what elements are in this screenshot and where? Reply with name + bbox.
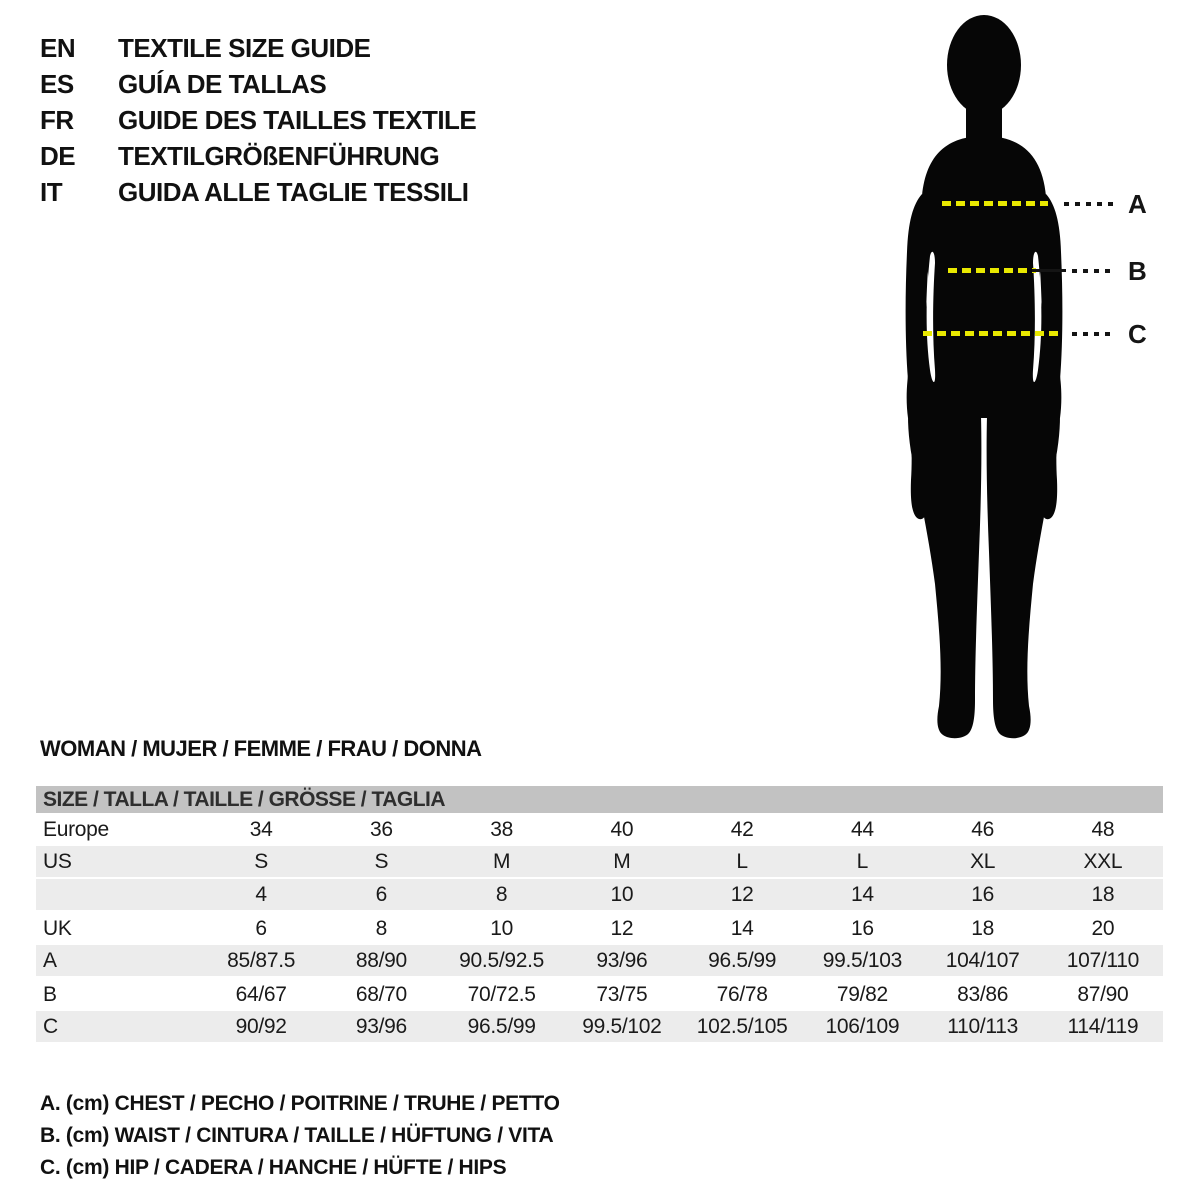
table-cell: S	[254, 849, 268, 873]
table-cell: 12	[610, 916, 634, 940]
marker-c-label: C	[1128, 319, 1147, 349]
table-cell: 73/75	[596, 982, 648, 1006]
table-cell: 48	[1091, 817, 1115, 841]
marker-a-label: A	[1128, 189, 1147, 219]
table-cell: 18	[971, 916, 994, 940]
language-list	[40, 30, 476, 210]
table-cell: 68/70	[355, 982, 407, 1006]
size-table-header: SIZE / TALLA / TAILLE / GRÖSSE / TAGLIA	[36, 786, 1163, 813]
table-cell: 99.5/103	[822, 948, 903, 972]
language-code: DE	[40, 140, 76, 171]
table-cell: 20	[1091, 916, 1115, 940]
language-row	[40, 138, 476, 174]
legend-line: C. (cm) HIP / CADERA / HANCHE / HÜFTE / HIPS	[40, 1156, 507, 1179]
row-label: Europe	[43, 817, 109, 841]
table-cell: 107/110	[1066, 948, 1139, 972]
table-cell: M	[613, 849, 631, 873]
waist-measure-line	[948, 268, 1036, 273]
language-label: GUIDA ALLE TAGLIE TESSILI	[118, 176, 469, 207]
table-cell: 6	[375, 882, 388, 906]
table-cell: XL	[970, 849, 996, 873]
chest-measure-line	[942, 201, 1048, 206]
table-cell: 96.5/99	[467, 1014, 536, 1038]
table-cell: 38	[490, 817, 513, 841]
table-cell: 88/90	[355, 948, 407, 972]
table-cell: S	[374, 849, 389, 873]
table-row	[36, 813, 1163, 846]
table-cell: 8	[375, 916, 388, 940]
row-label: A	[43, 948, 57, 972]
table-cell: 70/72.5	[467, 982, 536, 1006]
table-cell: 10	[610, 882, 634, 906]
table-cell: 76/78	[716, 982, 768, 1006]
table-row	[36, 879, 1163, 912]
size-table-body	[36, 813, 1163, 1044]
measurement-figure	[880, 8, 1200, 748]
language-label: TEXTILGRÖßENFÜHRUNG	[118, 140, 440, 171]
table-cell: 83/86	[957, 982, 1009, 1006]
language-row	[40, 102, 476, 138]
language-code: IT	[40, 176, 63, 207]
table-row	[36, 912, 1163, 945]
table-cell: M	[493, 849, 511, 873]
table-cell: 16	[850, 916, 874, 940]
table-cell: 40	[610, 817, 634, 841]
table-cell: 110/113	[947, 1014, 1018, 1038]
table-cell: 106/109	[825, 1014, 900, 1038]
legend-line: A. (cm) CHEST / PECHO / POITRINE / TRUHE / PETTO	[40, 1092, 560, 1115]
table-cell: 96.5/99	[708, 948, 777, 972]
table-cell: 85/87.5	[227, 948, 296, 972]
table-cell: 99.5/102	[582, 1014, 662, 1038]
language-code: FR	[40, 104, 74, 135]
table-cell: 102.5/105	[696, 1014, 788, 1038]
table-cell: 114/119	[1067, 1014, 1139, 1038]
table-cell: 18	[1091, 882, 1115, 906]
row-label: UK	[43, 916, 72, 940]
language-code: ES	[40, 68, 74, 99]
table-cell: 6	[255, 916, 267, 940]
table-cell: 42	[730, 817, 754, 841]
hip-leader-line	[1072, 332, 1114, 336]
marker-b-label: B	[1128, 256, 1147, 286]
row-label: US	[43, 849, 72, 873]
table-cell: 93/96	[596, 948, 648, 972]
left-leg-shape	[908, 416, 981, 738]
table-cell: 36	[369, 817, 393, 841]
row-label: C	[43, 1014, 58, 1038]
table-cell: 4	[255, 882, 267, 906]
waist-leader-line	[1072, 269, 1114, 273]
table-row	[36, 978, 1163, 1011]
hip-measure-line	[923, 331, 1060, 336]
table-row	[36, 1011, 1163, 1044]
table-cell: 14	[850, 882, 874, 906]
table-cell: XXL	[1083, 849, 1123, 873]
table-cell: 10	[490, 916, 513, 940]
section-title: WOMAN / MUJER / FEMME / FRAU / DONNA	[40, 736, 482, 761]
table-cell: 90.5/92.5	[459, 948, 545, 972]
table-cell: 64/67	[235, 982, 287, 1006]
language-label: GUIDE DES TAILLES TEXTILE	[118, 104, 477, 135]
table-cell: 44	[850, 817, 874, 841]
language-label: GUÍA DE TALLAS	[118, 68, 327, 99]
language-label: TEXTILE SIZE GUIDE	[118, 32, 371, 63]
chest-leader-line	[1064, 202, 1114, 206]
table-row	[36, 846, 1163, 879]
table-row	[36, 945, 1163, 978]
table-cell: 34	[249, 817, 273, 841]
language-row	[40, 174, 476, 210]
table-cell: 90/92	[235, 1014, 287, 1038]
waist-tick-line	[1032, 269, 1066, 272]
table-cell: 8	[495, 882, 508, 906]
table-cell: L	[856, 849, 869, 873]
table-cell: 79/82	[836, 982, 888, 1006]
size-table	[36, 786, 1163, 1044]
table-cell: L	[736, 849, 748, 873]
language-row	[40, 30, 476, 66]
right-leg-shape	[987, 416, 1060, 738]
table-cell: 16	[971, 882, 994, 906]
table-cell: 93/96	[355, 1014, 407, 1038]
legend	[40, 1088, 560, 1184]
row-label: B	[43, 982, 57, 1006]
woman-silhouette-icon	[880, 8, 1200, 748]
language-code: EN	[40, 32, 76, 63]
table-cell: 14	[730, 916, 754, 940]
table-cell: 12	[730, 882, 754, 906]
legend-line: B. (cm) WAIST / CINTURA / TAILLE / HÜFTUNG / VITA	[40, 1124, 554, 1147]
table-cell: 104/107	[945, 948, 1020, 972]
table-cell: 87/90	[1077, 982, 1129, 1006]
language-row	[40, 66, 476, 102]
table-cell: 46	[971, 817, 994, 841]
